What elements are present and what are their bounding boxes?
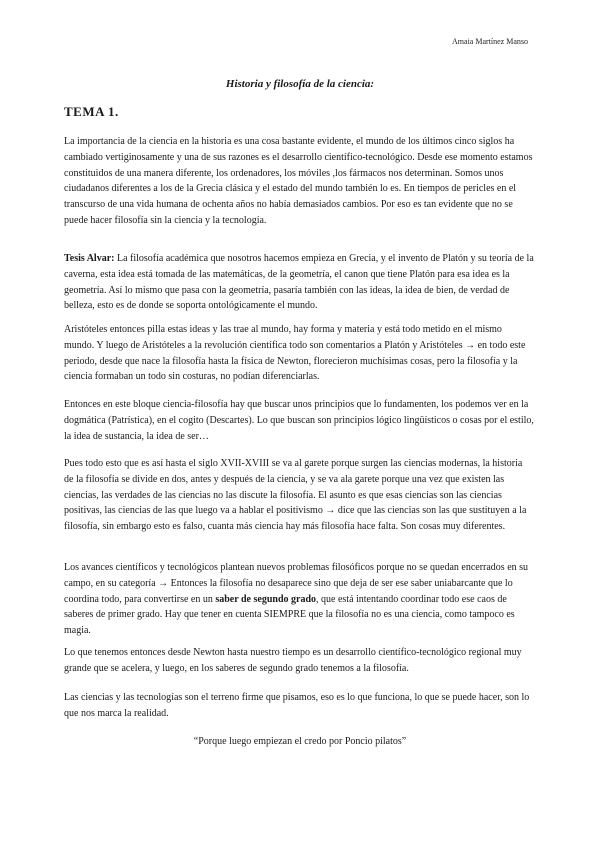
paragraph-2-text: La filosofía académica que nosotros hacemos empieza en Grecia, y el invento de Platón y su teoría de la caverna, esta idea está tomada de las matemáticas, de la geometría, el canon que tiene Platón para esa idea es la geometría. Así lo mismo que pasa con la geometría, pasaría también con las ideas, la idea de bien, de verdad de belleza, esto es de donde se soporta ontológicamente el mundo.: [64, 253, 534, 312]
paragraph-7: Lo que tenemos entonces desde Newton hasta nuestro tiempo es un desarrollo científico-tecnológico regional muy grande que se acelera, y luego, en los saberes de segundo grado tenemos a la filosofía.: [64, 647, 522, 674]
author-name: Amaia Martínez Manso: [452, 37, 528, 46]
section-heading: TEMA 1.: [64, 104, 119, 119]
document-title: Historia y filosofía de la ciencia:: [225, 78, 375, 90]
thesis-label: Tesis Alvar:: [64, 253, 115, 264]
paragraph-5: Pues todo esto que es así hasta el siglo XVII-XVIII se va al garete porque surgen las ciencias modernas, la historia de la filosofía se divide en dos, antes y después de la ciencia, y se va ala garete porque una vez que existen las ciencias, las verdades de las ciencias no las discute la filosofía. El asunto es que esas ciencias son las ciencias positivas, las ciencias de las que luego va a hablar el positivismo → dice que las ciencias son las que sustituyen a la filosofía, sin embargo esto es falso, cuanta más ciencia hay más filosofía hace falta. Son cosas muy diferentes.: [64, 458, 527, 533]
paragraph-6-text-b: , que está intentando coordinar todo ese caos de saberes de primer grado. Hay que tener en cuenta SIEMPRE que la filosofía no es una ciencia, como tampoco es magia.: [64, 593, 515, 637]
paragraph-6-text-a: Los avances científicos y tecnológicos plantean nuevos problemas filosóficos porque no se quedan encerrados en su campo, en su categoría → Entonces la filosofía no desaparece sino que deja de ser ese saber uniabarcante que lo coordina todo, para convertirse en un: [64, 562, 529, 605]
paragraph-1: La importancia de la ciencia en la historia es una cosa bastante evidente, el mundo de los últimos cinco siglos ha cambiado vertiginosamente y una de sus razones es el desarrollo científico-tecnológico. Desde ese momento estamos constituidos de una manera diferente, los ordenadores, los móviles ,los fármacos nos determinan. Somos unos ciudadanos diferentes a los de la Grecia clásica y el estado del mundo también lo es. En tiempos de pericles en el transcurso de una vida humana de ochenta años no había demasiados cambios. Por eso es tan evidente que no se puede hacer filosofía sin la ciencia y la tecnología.: [64, 136, 533, 226]
paragraph-8: Las ciencias y las tecnologías son el terreno firme que pisamos, eso es lo que funciona, lo que se puede hacer, son lo que nos marca la realidad.: [64, 692, 530, 719]
paragraph-4: Entonces en este bloque ciencia-filosofía hay que buscar unos principios que lo fundamenten, los podemos ver en la dogmática (Patrística), en el cogito (Descartes). Lo que buscan son principios lógico lingüísticos o cosas por el estilo, la idea de sustancia, la idea de ser…: [64, 399, 534, 442]
closing-quote: “Porque luego empiezan el credo por Poncio pilatos”: [193, 736, 407, 747]
paragraph-2: [64, 251, 534, 314]
paragraph-3: Aristóteles entonces pilla estas ideas y las trae al mundo, hay forma y materia y está todo metido en el mismo mundo. Y luego de Aristóteles a la revolución científica todo son comentarios a Platón y Aristóteles → en todo este periodo, desde que nace la filosofía hasta la física de Newton, florecieron muchísimas cosas, pero la filosofía y la ciencia formaban un todo sin costuras, no podían diferenciarlas.: [64, 324, 526, 383]
key-term: saber de segundo grado: [215, 593, 317, 605]
paragraph-6: [64, 560, 534, 639]
